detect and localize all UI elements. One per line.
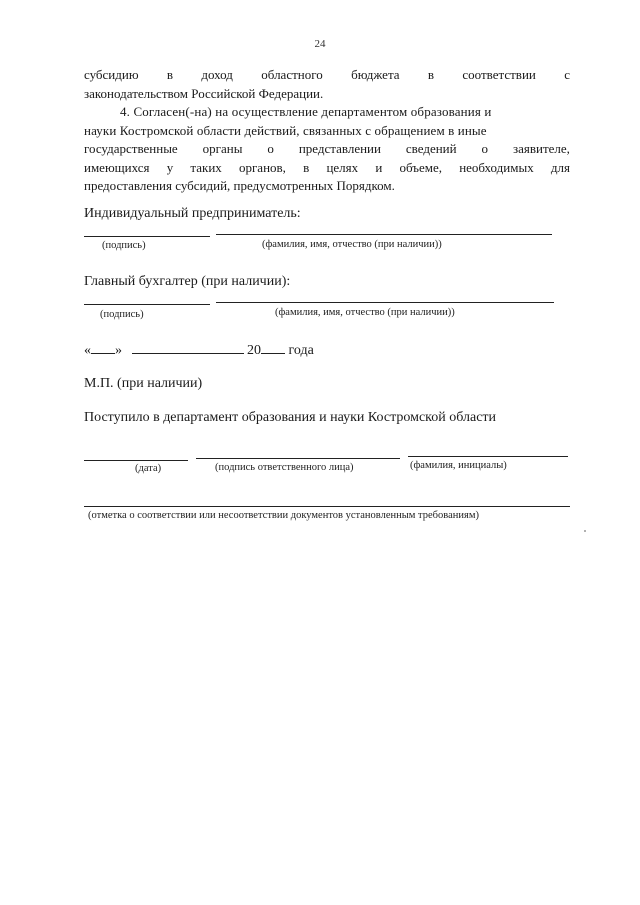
entrepreneur-signature-caption: (подпись) — [102, 240, 146, 251]
word: бюджета — [351, 67, 400, 82]
day-blank[interactable] — [91, 340, 115, 354]
word: государственные — [84, 141, 178, 156]
entrepreneur-signature-line[interactable] — [84, 236, 210, 237]
paragraph-3-line-1 — [84, 66, 570, 85]
date-line — [84, 340, 314, 359]
received-initials-line[interactable] — [408, 456, 568, 457]
entrepreneur-name-line[interactable] — [216, 234, 552, 235]
word: объеме, — [399, 159, 443, 175]
word: представлении — [298, 141, 381, 156]
word: с — [564, 67, 570, 82]
word: необходимых — [459, 159, 534, 175]
word: соответствии — [462, 67, 536, 82]
word: имеющихся — [84, 159, 150, 175]
accountant-label: Главный бухгалтер (при наличии): — [84, 274, 291, 289]
word: о — [481, 141, 489, 156]
close-quote: » — [115, 343, 122, 358]
paragraph-4-line-3 — [84, 140, 570, 159]
word: областного — [261, 67, 323, 82]
compliance-caption: (отметка о соответствии или несоответствии документов установленным требованиям) — [88, 510, 479, 521]
word: органы — [202, 141, 243, 156]
open-quote: « — [84, 343, 91, 358]
word: в — [427, 67, 435, 82]
entrepreneur-name-caption: (фамилия, имя, отчество (при наличии)) — [262, 239, 442, 250]
accountant-signature-caption: (подпись) — [100, 309, 144, 320]
word: в — [166, 67, 174, 82]
word: целях — [326, 159, 359, 175]
received-date-caption: (дата) — [135, 463, 162, 474]
word: заявителе, — [512, 141, 570, 156]
accountant-signature-line[interactable] — [84, 304, 210, 305]
word: таких — [190, 159, 222, 175]
page-number: 24 — [314, 38, 326, 50]
month-blank[interactable] — [132, 340, 244, 354]
paragraph-4-line-4 — [84, 159, 570, 178]
word: субсидию — [84, 67, 139, 82]
century: 20 — [247, 343, 261, 358]
paragraph-3-line-2: законодательством Российской Федерации. — [84, 85, 324, 101]
received-date-line[interactable] — [84, 460, 188, 461]
accountant-name-line[interactable] — [216, 302, 554, 303]
accountant-name-caption: (фамилия, имя, отчество (при наличии)) — [275, 307, 455, 318]
received-label: Поступило в департамент образования и науки Костромской области — [84, 410, 497, 425]
word: и — [375, 159, 383, 175]
word: органов, — [238, 159, 286, 175]
stamp-label: М.П. (при наличии) — [84, 376, 203, 391]
year-word: года — [288, 343, 314, 358]
word: о — [267, 141, 274, 156]
paragraph-4 — [84, 103, 570, 196]
year-blank[interactable] — [261, 340, 285, 354]
received-signature-caption: (подпись ответственного лица) — [215, 462, 354, 473]
paragraph-4-line-2: науки Костромской области действий, связанных с обращением в иные — [84, 122, 487, 138]
compliance-line[interactable] — [84, 506, 570, 507]
received-initials-caption: (фамилия, инициалы) — [410, 460, 507, 471]
word: сведений — [405, 141, 457, 156]
paragraph-4-line-5: предоставления субсидий, предусмотренных Порядком. — [84, 178, 395, 193]
entrepreneur-label: Индивидуальный предприниматель: — [84, 206, 301, 221]
paragraph-3-tail — [84, 66, 570, 103]
received-signature-line[interactable] — [196, 458, 400, 459]
paragraph-4-line-1: 4. Согласен(-на) на осуществление департаментом образования и — [120, 104, 492, 119]
word: в — [303, 159, 310, 175]
word: у — [166, 159, 174, 175]
word: для — [550, 159, 570, 175]
scan-speck — [584, 530, 586, 532]
word: доход — [201, 67, 233, 82]
